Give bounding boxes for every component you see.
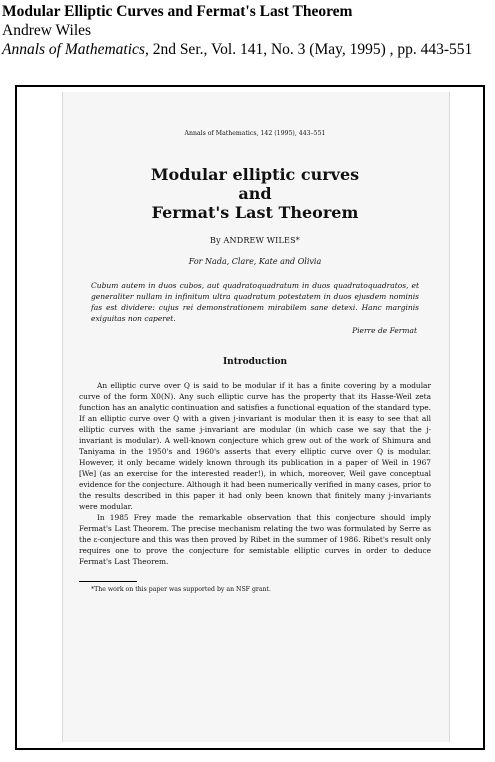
epigraph: Cubum autem in duos cubos, aut quadratoquadratum in duos quadratoquadratos, et generaliter nullam in infinitum ultra quadratum potestatem in duos ejusdem nominis fas est dividere: cujus rei demonstrationem mirabilem sane detexi. Hanc marginis exiguitas non caperet. xyxy=(91,281,419,323)
paper-title-line: Modular elliptic curves xyxy=(150,165,360,184)
paper-title-line: and xyxy=(238,184,272,203)
epigraph-attribution: Pierre de Fermat xyxy=(352,326,417,335)
section-heading: Introduction xyxy=(222,357,288,367)
body-text xyxy=(79,380,431,567)
paragraph: In 1985 Frey made the remarkable observation that this conjecture should imply Fermat's Last Theorem. The precise mechanism relating the two was formulated by Serre as the ε-conjecture and this was then proved by Ribet in the summer of 1986. Ribet's result only requires one to prove the conjecture for semistable elliptic curves in order to deduce Fermat's Last Theorem. xyxy=(79,513,431,566)
citation-details: , 2nd Ser., Vol. 141, No. 3 (May, 1995) , pp. 443-551 xyxy=(144,41,473,58)
paper-title-line: Fermat's Last Theorem xyxy=(151,203,359,222)
dedication: For Nada, Clare, Kate and Olivia xyxy=(188,257,322,266)
citation-author: Andrew Wiles xyxy=(2,22,92,39)
citation-journal: Annals of Mathematics xyxy=(2,41,145,58)
citation-title: Modular Elliptic Curves and Fermat's Last Theorem xyxy=(2,3,353,20)
citation-header xyxy=(2,2,492,59)
citation-source xyxy=(2,40,492,59)
running-head: Annals of Mathematics, 142 (1995), 443–551 xyxy=(184,130,326,137)
paragraph: An elliptic curve over Q is said to be modular if it has a finite covering by a modular curve of the form X0(N). Any such elliptic curve has the property that its Hasse-Weil zeta function has an analytic continuation and satisfies a functional equation of the standard type. If an elliptic curve over Q with a given j-invariant is modular then it is easy to see that all elliptic curves with the same j-invariant are modular (in which case we say that the j-invariant is modular). A well-known conjecture which grew out of the work of Shimura and Taniyama in the 1950's and 1960's asserts that every elliptic curve over Q is modular. However, it only became widely known through its publication in a paper of Weil in 1967 [We] (as an exercise for the interested reader!), in which, moreover, Weil gave conceptual evidence for the conjecture. Although it had been numerically verified in many cases, prior to the results described in this paper it had only been known that finitely many j-invariants were modular. xyxy=(79,381,431,511)
footnote-rule xyxy=(79,581,137,582)
footnote: *The work on this paper was supported by an NSF grant. xyxy=(91,586,271,593)
paper-page xyxy=(79,100,431,593)
paper-title xyxy=(79,165,431,222)
byline: By ANDREW WILES* xyxy=(210,236,300,245)
